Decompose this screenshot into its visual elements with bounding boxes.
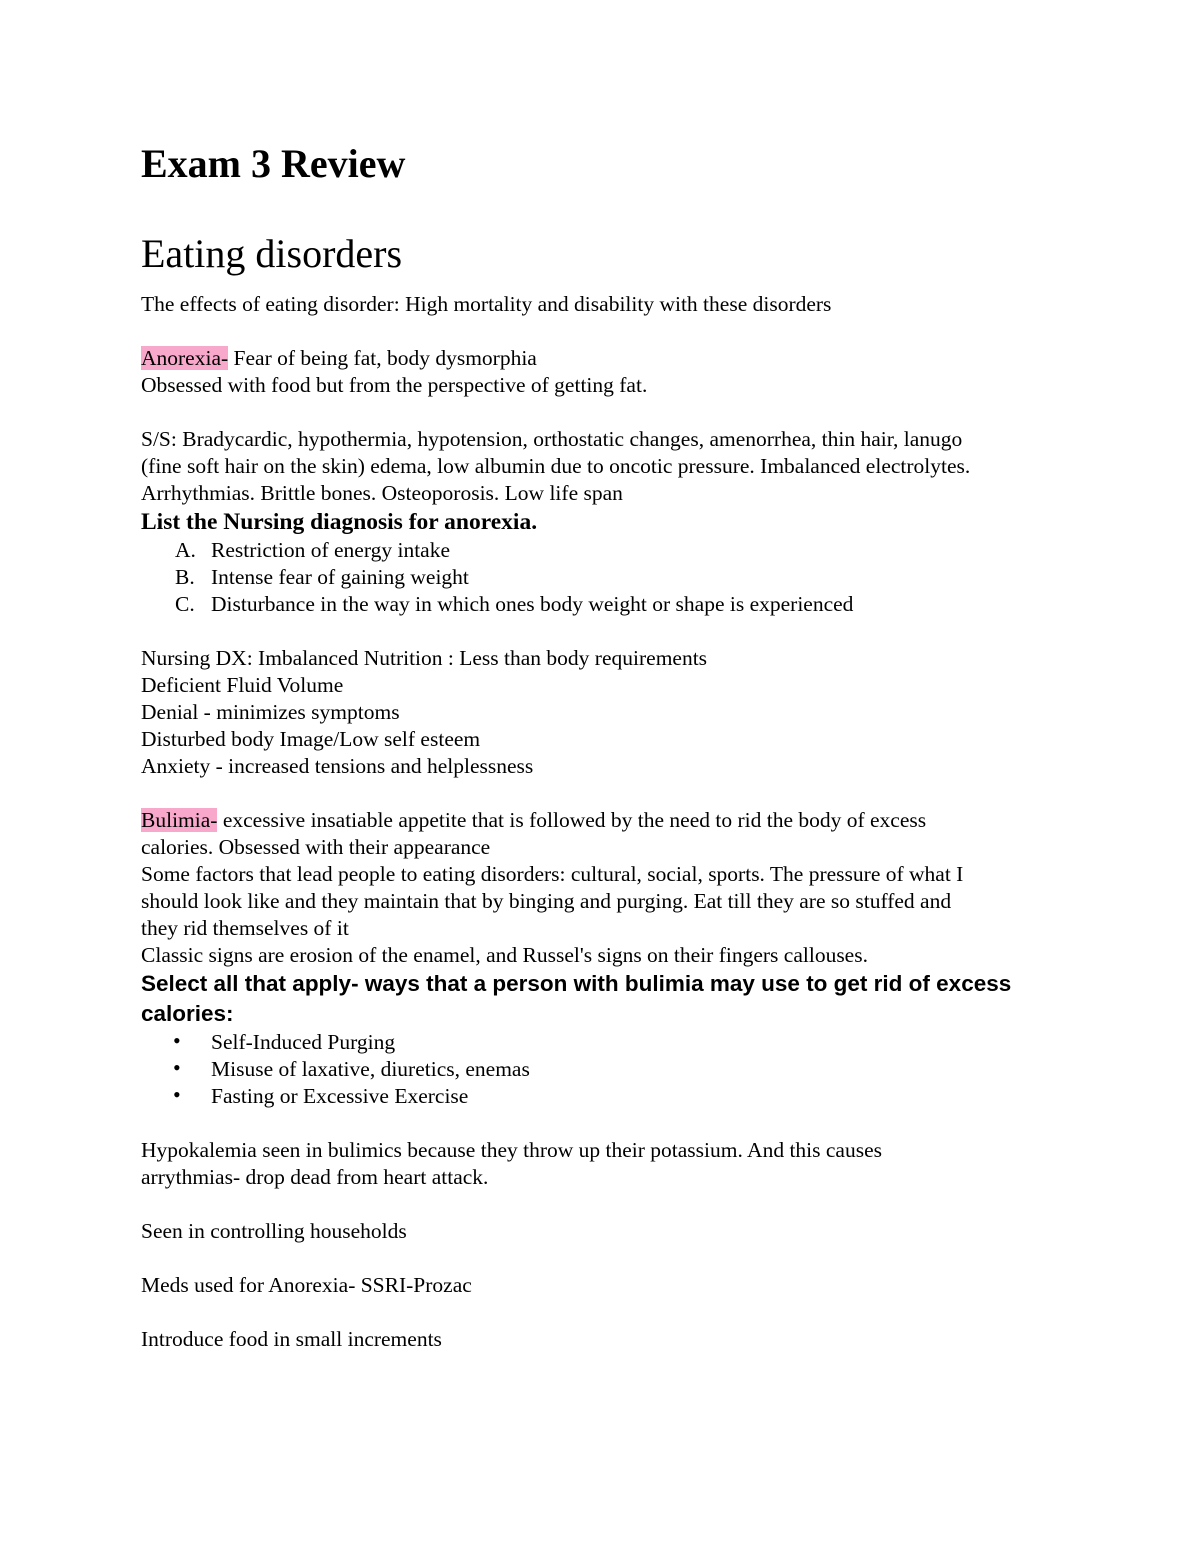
list-marker: B. [175,565,195,589]
bulimia-line2: calories. Obsessed with their appearance [141,835,491,859]
bulimia-factors-line1: Some factors that lead people to eating disorders: cultural, social, sports. The pressure of what I [141,862,964,886]
anorexia-definition [141,345,1061,372]
bulimia-classic-signs: Classic signs are erosion of the enamel, and Russel's signs on their fingers callouses. [141,943,868,967]
nursing-dx-line: Nursing DX: Imbalanced Nutrition : Less than body requirements [141,646,708,670]
anorexia-ss-line1: S/S: Bradycardic, hypothermia, hypotension, orthostatic changes, amenorrhea, thin hair, lanugo [141,427,963,451]
list-item [141,1056,1061,1083]
nursing-dx-line: Disturbed body Image/Low self esteem [141,727,481,751]
anorexia-question: List the Nursing diagnosis for anorexia. [141,509,538,535]
bulimia-term-highlight: Bulimia- [141,808,218,832]
bulimia-question-line1: Select all that apply- ways that a person with bulimia may use to get rid of excess [141,971,1012,996]
nursing-dx-line: Deficient Fluid Volume [141,673,344,697]
effects-paragraph: The effects of eating disorder: High mortality and disability with these disorders [141,292,832,316]
introduce-food-line: Introduce food in small increments [141,1327,442,1351]
bullet-icon: • [173,1028,181,1053]
document-page [141,140,1061,1353]
anorexia-answer-list [141,537,1061,618]
bulimia-factors-line3: they rid themselves of it [141,916,349,940]
anorexia-line2: Obsessed with food but from the perspective of getting fat. [141,373,648,397]
bulimia-question-line2: calories: [141,1001,234,1026]
list-item-text: Restriction of energy intake [211,538,451,562]
anorexia-ss-line2: (fine soft hair on the skin) edema, low albumin due to oncotic pressure. Imbalanced electrolytes. [141,454,971,478]
controlling-households: Seen in controlling households [141,1219,407,1243]
list-item-text: Self-Induced Purging [211,1030,396,1054]
list-marker: A. [175,538,196,562]
document-title: Exam 3 Review [141,141,406,186]
anorexia-ss-line3: Arrhythmias. Brittle bones. Osteoporosis. Low life span [141,481,623,505]
hypokalemia-line2: arrythmias- drop dead from heart attack. [141,1165,489,1189]
list-item [141,537,1061,564]
list-item-text: Fasting or Excessive Exercise [211,1084,469,1108]
list-item [141,564,1061,591]
section-heading: Eating disorders [141,231,403,276]
list-marker: C. [175,592,195,616]
list-item-text: Disturbance in the way in which ones body weight or shape is experienced [211,592,854,616]
bulimia-definition [141,807,1061,834]
list-item [141,1029,1061,1056]
list-item [141,591,1061,618]
bulimia-definition-text: excessive insatiable appetite that is followed by the need to rid the body of excess [217,808,927,832]
bullet-icon: • [173,1055,181,1080]
nursing-dx-line: Anxiety - increased tensions and helplessness [141,754,534,778]
bulimia-factors-line2: should look like and they maintain that by binging and purging. Eat till they are so stuffed and [141,889,952,913]
meds-line: Meds used for Anorexia- SSRI-Prozac [141,1273,472,1297]
bullet-icon: • [173,1082,181,1107]
list-item [141,1083,1061,1110]
anorexia-definition-text: Fear of being fat, body dysmorphia [228,346,537,370]
anorexia-term-highlight: Anorexia- [141,346,229,370]
bulimia-answer-list [141,1029,1061,1110]
hypokalemia-line1: Hypokalemia seen in bulimics because they throw up their potassium. And this causes [141,1138,883,1162]
list-item-text: Misuse of laxative, diuretics, enemas [211,1057,530,1081]
list-item-text: Intense fear of gaining weight [211,565,469,589]
nursing-dx-line: Denial - minimizes symptoms [141,700,400,724]
